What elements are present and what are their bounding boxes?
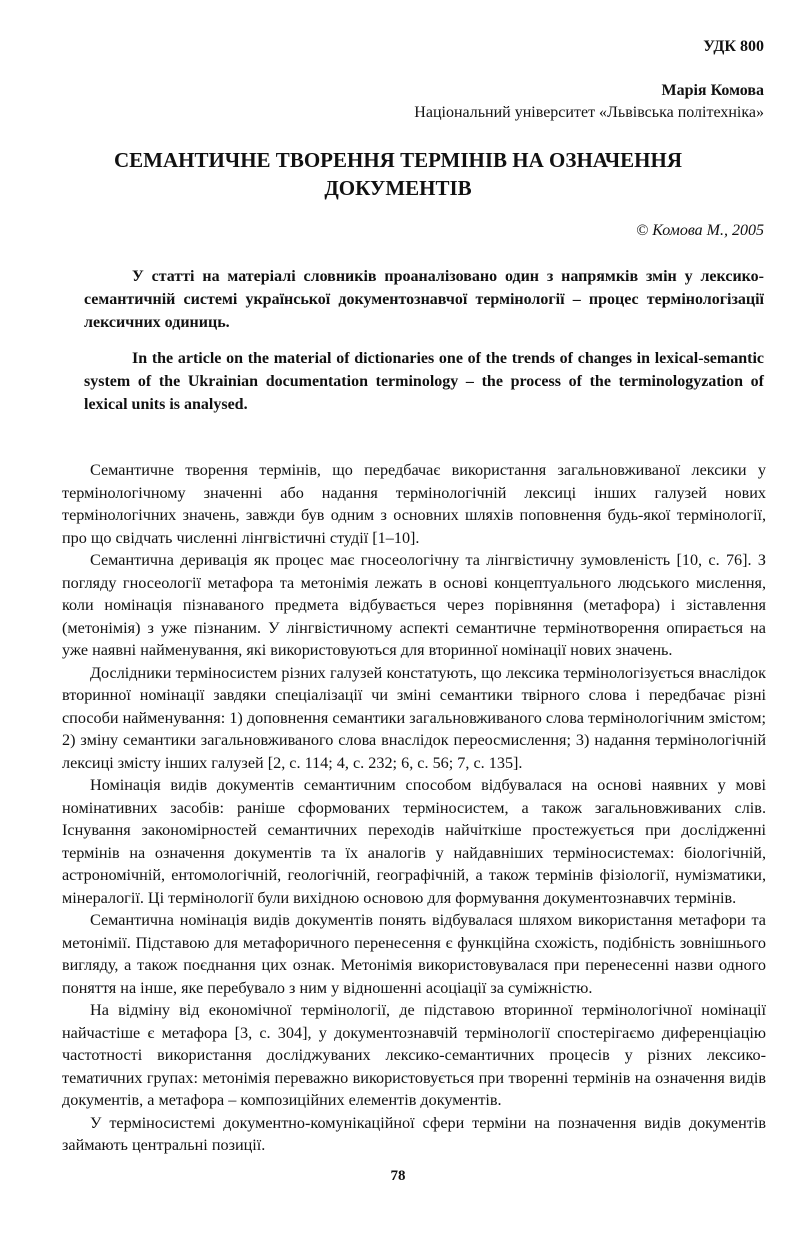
body-paragraph: Семантична номінація видів документів понять відбувалася шляхом використання метафори та метонімії. Підставою для метафоричного перенесення є функційна схожість, подібність зовнішнього вигляду, а також поєднання цих ознак. Метонімія використовувалася при перенесенні назви одного поняття на інше, яке перебувало з ним у відношенні асоціації за суміжністю. xyxy=(62,911,766,997)
body-paragraph: Номінація видів документів семантичним способом відбувалася на основі наявних у мові номінативних засобів: раніше сформованих терміносистем, а також загальновживаних слів. Існування закономірностей семантичних переходів найчіткіше простежується при дослідженні термінів на означення документів та їх аналогів у найдавніших терміносистемах: біологічній, астрономічній, ентомологічній, геологічній, географічній, а також термінів фізіології, нумізматики, мінералогії. Ці термінології були вихідною основою для формування документознавчих термінів. xyxy=(62,776,766,907)
body-paragraph: Семантичне творення термінів, що передбачає використання загальновживаної лексики у термінологічному значенні або надання термінологічній лексиці інших галузей нових термінологічних значень, завжди був одним з основних шляхів поповнення будь-якої термінології, про що свідчать численні лінгвістичні студії [1–10]. xyxy=(62,461,766,547)
article-title: СЕМАНТИЧНЕ ТВОРЕННЯ ТЕРМІНІВ НА ОЗНАЧЕННЯ ДОКУМЕНТІВ xyxy=(113,148,683,200)
page-number: 78 xyxy=(390,1168,406,1184)
udk-code: УДК 800 xyxy=(703,38,764,55)
author-affiliation: Національний університет «Львівська політехніка» xyxy=(414,104,764,121)
body-paragraph: Семантична деривація як процес має гносеологічну та лінгвістичну зумовленість [10, с. 76]. З погляду гносеології метафора та метонімія лежать в основі концептуального людського мислення, коли номінація пізнаваного предмета відбувається через порівняння (метафора) і зіставлення (метонімія) з уже пізнаним. У лінгвістичному аспекті семантичне термінотворення опирається на уже наявні найменування, які використовуються для вторинної номінації нових значень. xyxy=(62,551,766,659)
body-paragraph: Дослідники терміносистем різних галузей констатують, що лексика термінологізується внаслідок вторинної номінації завдяки спеціалізації чи зміні семантики твірного слова і передбачає різні способи найменування: 1) доповнення семантики загальновживаного слова термінологічним змістом; 2) зміну семантики загальновживаного слова внаслідок переосмислення; 3) надання термінологічній лексиці змісту інших галузей [2, с. 114; 4, с. 232; 6, с. 56; 7, с. 135]. xyxy=(62,663,766,772)
body-paragraph: На відміну від економічної термінології, де підставою вторинної термінологічної номінації найчастіше є метафора [3, с. 304], у документознавчій термінології спостерігаємо диференціацію частотності використання досліджуваних лексико-семантичних процесів у різних лексико-тематичних групах: метонімія переважно використовується при творенні термінів на означення видів документів, а метафора – композиційних елементів документів. xyxy=(62,1001,766,1109)
abstract-ukrainian: У статті на матеріалі словників проаналізовано один з напрямків змін у лексико-семантичній системі української документознавчої термінології – процес термінологізації лексичних одиниць. xyxy=(84,268,764,331)
body-paragraph: У терміносистемі документно-комунікаційної сфери терміни на позначення видів документів займають центральні позиції. xyxy=(62,1113,766,1154)
abstract-english: In the article on the material of dictionaries one of the trends of changes in lexical-semantic system of the Ukrainian documentation terminology – the process of the terminologyzation of lexical units is analysed. xyxy=(84,350,764,413)
author-name: Марія Комова xyxy=(661,82,764,99)
copyright: © Комова М., 2005 xyxy=(636,222,764,239)
article-body xyxy=(62,459,766,1157)
